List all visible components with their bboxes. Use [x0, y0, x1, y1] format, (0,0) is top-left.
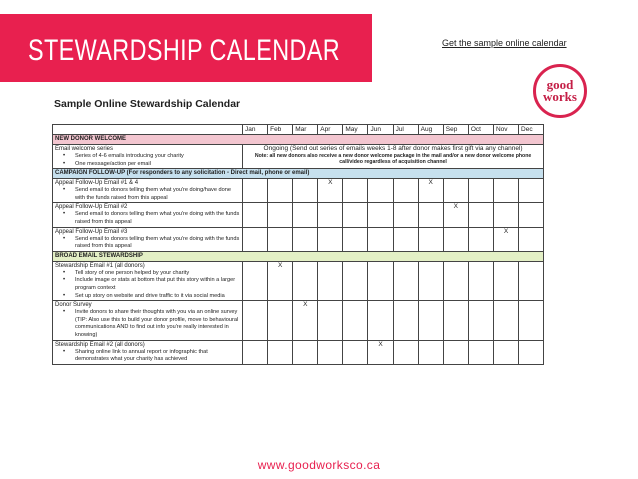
month-cell-oct: [468, 179, 493, 203]
month-cell-may: [343, 261, 368, 300]
item-bullet: • Send email to donors telling them what you're doing with the funds raised from this appeal: [63, 236, 240, 251]
month-cell-jan: [243, 261, 268, 300]
month-cell-feb: [268, 340, 293, 364]
month-cell-jan: [243, 203, 268, 227]
month-cell-feb: [268, 261, 293, 300]
item-description-cell: [53, 301, 243, 340]
month-cell-dec: [519, 227, 544, 251]
ongoing-text: Ongoing (Send out series of emails weeks 1-8 after donor makes first gift via any channel): [263, 145, 523, 152]
month-cell-sep: [443, 261, 468, 300]
month-cell-jun: [368, 261, 393, 300]
item-title: Stewardship Email #1 (all donors): [55, 262, 145, 269]
month-cell-dec: [519, 340, 544, 364]
item-bullet: • One message/action per email: [63, 161, 240, 169]
month-cell-apr: [318, 301, 343, 340]
month-cell-oct: [468, 203, 493, 227]
scheduled-mark: X: [303, 301, 308, 309]
month-cell-may: [343, 340, 368, 364]
section-title: NEW DONOR WELCOME: [53, 135, 544, 145]
month-header-mar: Mar: [293, 125, 318, 135]
footer-website-link[interactable]: www.goodworksco.ca: [257, 458, 381, 472]
month-header-nov: Nov: [493, 125, 518, 135]
month-header-row: [53, 125, 544, 135]
month-cell-apr: [318, 261, 343, 300]
month-cell-sep: [443, 179, 468, 203]
scheduled-mark: X: [378, 340, 383, 348]
item-bullet-list: [55, 349, 240, 364]
month-cell-oct: [468, 227, 493, 251]
month-cell-jan: [243, 179, 268, 203]
month-cell-sep: [443, 301, 468, 340]
section-title: CAMPAIGN FOLLOW-UP (For responders to any solicitation - Direct mail, phone or email): [53, 169, 544, 179]
month-cell-aug: [418, 203, 443, 227]
month-cell-feb: [268, 227, 293, 251]
month-cell-jul: [393, 227, 418, 251]
item-title: Appeal Follow-Up Email #2: [55, 204, 128, 211]
goodworks-logo: [533, 64, 587, 118]
scheduled-mark: X: [428, 179, 433, 187]
title-banner: [0, 14, 372, 82]
item-bullet: • Tell story of one person helped by your charity: [63, 270, 240, 278]
month-cell-mar: [293, 203, 318, 227]
month-cell-nov: [493, 227, 518, 251]
month-cell-mar: [293, 261, 318, 300]
month-cell-dec: [519, 261, 544, 300]
month-header-jan: Jan: [243, 125, 268, 135]
calendar-item-row: [53, 301, 544, 340]
month-cell-nov: [493, 261, 518, 300]
ongoing-cell: [243, 145, 544, 169]
item-bullet: • Send email to donors telling them what you're doing/have done with the funds raised from this appeal: [63, 187, 240, 202]
item-title: Donor Survey: [55, 302, 92, 309]
item-description-cell: [53, 340, 243, 364]
month-cell-nov: [493, 179, 518, 203]
month-cell-may: [343, 301, 368, 340]
section-header-row: [53, 169, 544, 179]
section-title: BROAD EMAIL STEWARDSHIP: [53, 251, 544, 261]
month-cell-aug: [418, 261, 443, 300]
month-cell-feb: [268, 203, 293, 227]
item-title: Email welcome series: [55, 146, 114, 152]
month-cell-apr: [318, 179, 343, 203]
item-title: Stewardship Email #2 (all donors): [55, 341, 145, 348]
item-bullet-list: [55, 236, 240, 251]
item-bullet: • Send email to donors telling them what you're doing with the funds raised from this appeal: [63, 211, 240, 226]
item-title: Appeal Follow-Up Email #3: [55, 228, 128, 235]
scheduled-mark: X: [277, 261, 283, 269]
month-cell-jan: [243, 301, 268, 340]
month-cell-aug: [418, 179, 443, 203]
month-cell-jun: [368, 203, 393, 227]
sample-calendar-link[interactable]: Get the sample online calendar: [442, 38, 567, 48]
scheduled-mark: X: [328, 179, 333, 187]
item-bullet-list: [55, 211, 240, 226]
month-header-aug: Aug: [418, 125, 443, 135]
month-cell-nov: [493, 340, 518, 364]
item-description-cell: [53, 145, 243, 169]
calendar-item-row: [53, 203, 544, 227]
item-bullet-list: [55, 187, 240, 202]
item-description-cell: [53, 203, 243, 227]
logo-word-works: works: [543, 89, 577, 104]
item-bullet-list: [55, 153, 240, 168]
item-title: Appeal Follow-Up Email #1 & 4: [55, 180, 139, 187]
stewardship-calendar-table: [52, 124, 544, 365]
calendar-item-row: [53, 261, 544, 300]
section-header-row: [53, 135, 544, 145]
month-cell-jun: [368, 340, 393, 364]
item-description-cell: [53, 227, 243, 251]
month-cell-jan: [243, 227, 268, 251]
section-header-row: [53, 251, 544, 261]
scheduled-mark: X: [503, 227, 509, 235]
month-cell-feb: [268, 179, 293, 203]
calendar-item-row: [53, 227, 544, 251]
month-cell-jun: [368, 179, 393, 203]
month-cell-jul: [393, 179, 418, 203]
calendar-item-row: [53, 145, 544, 169]
month-cell-jun: [368, 227, 393, 251]
month-cell-may: [343, 227, 368, 251]
month-cell-mar: [293, 179, 318, 203]
month-cell-mar: [293, 340, 318, 364]
month-cell-oct: [468, 261, 493, 300]
logo-word-good: good: [546, 77, 574, 92]
month-cell-jul: [393, 340, 418, 364]
ongoing-note: Note: all new donors also receive a new donor welcome package in the mail and/or a new donor welcome phone call/video regardless of acquisition channel: [254, 153, 532, 166]
month-cell-may: [343, 179, 368, 203]
document-heading: Sample Online Stewardship Calendar: [54, 98, 241, 110]
month-cell-sep: [443, 227, 468, 251]
month-cell-oct: [468, 301, 493, 340]
month-cell-feb: [268, 301, 293, 340]
month-cell-mar: [293, 301, 318, 340]
month-header-oct: Oct: [468, 125, 493, 135]
month-cell-oct: [468, 340, 493, 364]
calendar-item-row: [53, 340, 544, 364]
month-cell-jun: [368, 301, 393, 340]
item-bullet: • Set up story on website and drive traffic to it via social media: [63, 293, 240, 301]
month-cell-may: [343, 203, 368, 227]
scheduled-mark: X: [453, 203, 458, 211]
month-cell-apr: [318, 203, 343, 227]
month-header-jun: Jun: [368, 125, 393, 135]
month-header-blank: [53, 125, 243, 135]
item-bullet: • Invite donors to share their thoughts with you via an online survey (TIP: Also use this to build your donor profile, move to behavioural communications AND to find out info you're really interested in knowing): [63, 309, 240, 339]
month-cell-jul: [393, 203, 418, 227]
month-cell-jul: [393, 261, 418, 300]
item-bullet: • Sharing online link to annual report or infographic that demonstrates what your charity has achieved: [63, 349, 240, 364]
month-cell-aug: [418, 227, 443, 251]
month-cell-nov: [493, 301, 518, 340]
month-header-sep: Sep: [443, 125, 468, 135]
item-description-cell: [53, 179, 243, 203]
month-header-apr: Apr: [318, 125, 343, 135]
item-bullet-list: [55, 309, 240, 339]
month-header-may: May: [343, 125, 368, 135]
item-bullet: • Include image or stats at bottom that put this story within a larger program context: [63, 277, 240, 292]
month-cell-jan: [243, 340, 268, 364]
month-cell-sep: [443, 340, 468, 364]
item-bullet-list: [55, 270, 240, 300]
month-cell-nov: [493, 203, 518, 227]
calendar-item-row: [53, 179, 544, 203]
month-cell-apr: [318, 340, 343, 364]
item-description-cell: [53, 261, 243, 300]
month-cell-dec: [519, 203, 544, 227]
month-header-jul: Jul: [393, 125, 418, 135]
month-cell-aug: [418, 340, 443, 364]
page-title: STEWARDSHIP CALENDAR: [28, 34, 341, 67]
month-cell-apr: [318, 227, 343, 251]
month-cell-mar: [293, 227, 318, 251]
month-cell-sep: [443, 203, 468, 227]
month-cell-dec: [519, 179, 544, 203]
item-bullet: • Series of 4-6 emails introducing your charity: [63, 153, 240, 161]
month-cell-jul: [393, 301, 418, 340]
month-header-dec: Dec: [519, 125, 544, 135]
month-header-feb: Feb: [268, 125, 293, 135]
month-cell-aug: [418, 301, 443, 340]
month-cell-dec: [519, 301, 544, 340]
